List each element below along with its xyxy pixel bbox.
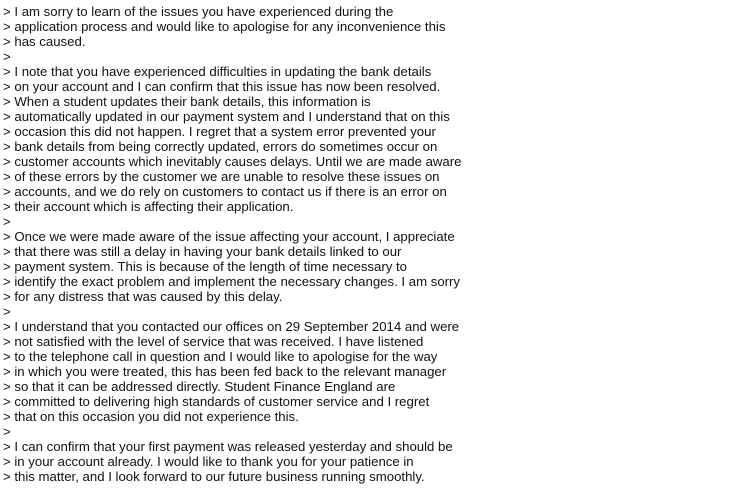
quoted-line: > I note that you have experienced difficulties in updating the bank details [3,64,432,79]
quoted-line: > for any distress that was caused by this delay. [3,289,283,304]
quoted-line: > occasion this did not happen. I regret that a system error prevented your [3,124,436,139]
quoted-line: > [3,214,11,229]
quoted-line: > identify the exact problem and implement the necessary changes. I am sorry [3,274,461,289]
quoted-line: > customer accounts which inevitably causes delays. Until we are made aware [3,154,462,169]
quoted-line: > accounts, and we do rely on customers to contact us if there is an error on [3,184,447,199]
quoted-email-body [3,4,743,484]
quoted-line: > I am sorry to learn of the issues you have experienced during the [3,4,394,19]
quoted-line: > that there was still a delay in having your bank details linked to our [3,244,402,259]
quoted-line: > committed to delivering high standards of customer service and I regret [3,394,430,409]
quoted-line: > that on this occasion you did not experience this. [3,409,299,424]
quoted-line: > this matter, and I look forward to our future business running smoothly. [3,469,425,484]
quoted-line: > payment system. This is because of the length of time necessary to [3,259,408,274]
quoted-line: > not satisfied with the level of service that was received. I have listened [3,334,424,349]
quoted-line: > I can confirm that your first payment was released yesterday and should be [3,439,453,454]
quoted-line: > I understand that you contacted our offices on 29 September 2014 and were [3,319,460,334]
quoted-line: > of these errors by the customer we are unable to resolve these issues on [3,169,440,184]
quoted-line: > on your account and I can confirm that this issue has now been resolved. [3,79,441,94]
quoted-line: > so that it can be addressed directly. Student Finance England are [3,379,396,394]
quoted-line: > has caused. [3,34,86,49]
quoted-line: > bank details from being correctly updated, errors do sometimes occur on [3,139,438,154]
quoted-line: > [3,304,11,319]
quoted-line: > When a student updates their bank details, this information is [3,94,371,109]
quoted-line: > [3,424,11,439]
quoted-line: > [3,49,11,64]
quoted-line: > application process and would like to apologise for any inconvenience this [3,19,446,34]
quoted-line: > in your account already. I would like to thank you for your patience in [3,454,414,469]
quoted-line: > Once we were made aware of the issue affecting your account, I appreciate [3,229,455,244]
quoted-line: > their account which is affecting their application. [3,199,294,214]
quoted-line: > to the telephone call in question and I would like to apologise for the way [3,349,438,364]
quoted-line: > automatically updated in our payment system and I understand that on this [3,109,450,124]
quoted-line: > in which you were treated, this has been fed back to the relevant manager [3,364,447,379]
